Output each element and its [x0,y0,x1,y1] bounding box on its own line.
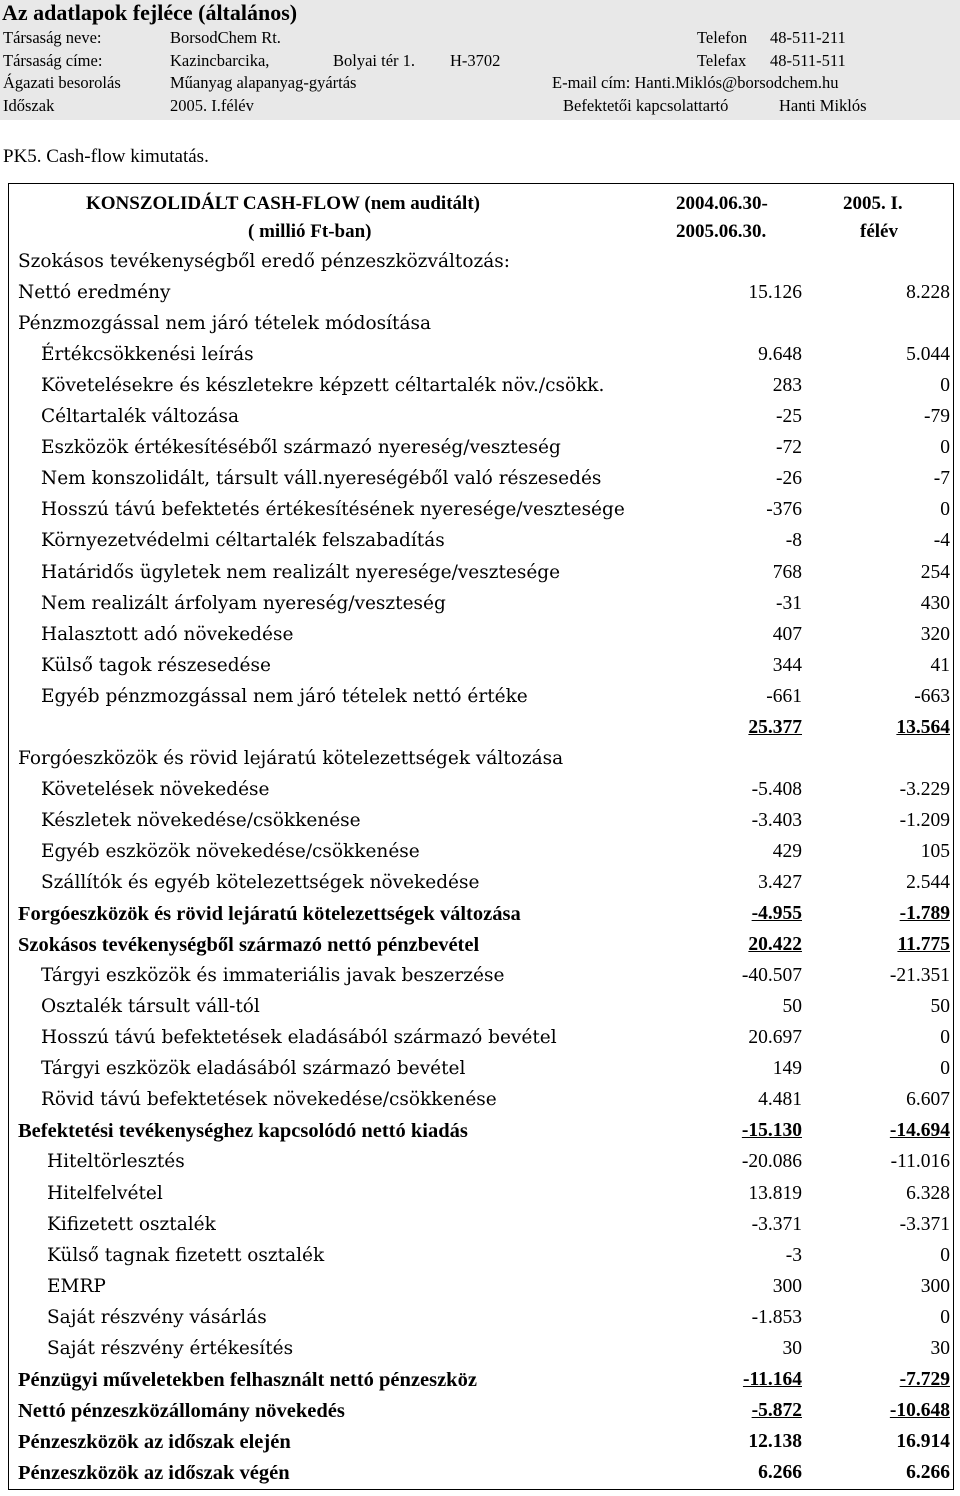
table-row [0,993,960,1024]
row-value-2004-2005: -72 [776,437,802,459]
table-row [0,1086,960,1117]
row-value-2005-h1: 30 [930,1337,950,1359]
fax-value: 48-511-511 [770,51,846,70]
row-label: Követelésekre és készletekre képzett céltartalék növ./csökk. [41,375,605,397]
table-row [0,1055,960,1086]
column-1-header-line1: 2004.06.30- [676,193,768,214]
row-value-2004-2005: -1.853 [751,1306,802,1328]
table-row [0,1273,960,1304]
row-value-2004-2005: 283 [772,375,802,397]
row-value-2005-h1: 0 [940,499,950,521]
address-label: Társaság címe: [3,51,103,70]
row-value-2004-2005: -661 [766,685,802,707]
row-value-2005-h1: 0 [940,1244,950,1266]
row-label: Követelések növekedése [41,778,270,800]
table-row [0,1335,960,1366]
row-value-2004-2005: 344 [772,654,802,676]
row-value-2004-2005: -4.955 [751,903,802,925]
row-value-2005-h1: 105 [920,840,950,862]
row-value-2005-h1: -1.209 [899,809,950,831]
table-row [0,310,960,341]
row-value-2005-h1: 50 [930,996,950,1018]
row-value-2005-h1: 8.228 [906,282,950,304]
row-label: Tárgyi eszközök eladásából származó bevétel [41,1058,466,1080]
row-label: Hiteltörlesztés [47,1151,185,1173]
row-value-2004-2005: 9.648 [758,344,802,366]
row-value-2004-2005: -376 [766,499,802,521]
row-label: EMRP [47,1275,106,1297]
row-value-2004-2005: -40.507 [741,965,802,987]
table-title-line2: ( millió Ft-ban) [248,221,372,242]
row-value-2004-2005: 4.481 [758,1089,802,1111]
row-label: Nem konszolidált, társult váll.nyereségéből való részesedés [41,468,602,490]
table-row [0,1117,960,1148]
row-value-2004-2005: -5.408 [751,778,802,800]
document-header [0,0,960,120]
table-row [0,1459,960,1490]
row-value-2005-h1: 16.914 [896,1430,950,1452]
row-value-2004-2005: 300 [772,1275,802,1297]
row-value-2004-2005: -20.086 [741,1151,802,1173]
row-value-2005-h1: -4 [933,530,950,552]
column-2-header-line2: félév [860,221,898,242]
row-label: Nettó eredmény [18,282,171,304]
row-value-2004-2005: -3.403 [751,809,802,831]
row-value-2005-h1: 0 [940,1306,950,1328]
table-row [0,527,960,558]
row-label: Környezetvédelmi céltartalék felszabadítás [41,530,445,552]
address-street: Bolyai tér 1. [333,51,416,70]
sector-label: Ágazati besorolás [3,73,121,92]
row-label: Készletek növekedése/csökkenése [41,809,361,831]
sector-value: Műanyag alapanyag-gyártás [170,73,357,92]
row-value-2005-h1: 300 [920,1275,950,1297]
row-label: Egyéb eszközök növekedése/csökkenése [41,840,420,862]
company-name: BorsodChem Rt. [170,28,281,47]
table-row [0,838,960,869]
table-row [0,279,960,310]
address-zip: H-3702 [450,51,501,70]
row-value-2005-h1: -7 [933,468,950,490]
row-label: Külső tagnak fizetett osztalék [47,1244,325,1266]
row-value-2005-h1: 430 [920,592,950,614]
period-label: Időszak [3,96,55,115]
row-value-2004-2005: -5.872 [751,1399,802,1421]
row-label: Rövid távú befektetések növekedése/csökkenése [41,1089,497,1111]
column-2-header-line1: 2005. I. [843,193,903,214]
row-value-2005-h1: 6.266 [906,1461,950,1483]
row-value-2004-2005: 12.138 [748,1430,802,1452]
row-value-2004-2005: 15.126 [748,282,802,304]
row-value-2004-2005: 3.427 [758,872,802,893]
row-value-2005-h1: -3.371 [899,1213,950,1235]
table-row [0,869,960,900]
table-row [0,683,960,714]
row-value-2005-h1: 6.328 [906,1182,950,1204]
row-value-2004-2005: -3 [785,1244,802,1266]
ir-label: Befektetői kapcsolattartó [563,96,729,115]
row-value-2004-2005: -11.164 [742,1368,802,1390]
row-label: Pénzeszközök az időszak végén [18,1461,290,1484]
table-row [0,621,960,652]
row-value-2004-2005: -15.130 [741,1120,802,1142]
row-value-2005-h1: -11.016 [890,1151,950,1173]
row-value-2005-h1: -14.694 [889,1120,950,1142]
row-label: Befektetési tevékenységhez kapcsolódó nettó kiadás [18,1120,468,1143]
row-value-2004-2005: 407 [772,623,802,645]
row-value-2005-h1: 2.544 [906,872,950,893]
table-row [0,931,960,962]
row-label: Hosszú távú befektetés értékesítésének nyeresége/vesztesége [41,499,625,521]
table-row [0,1024,960,1055]
table-row [0,1366,960,1397]
row-label: Eszközök értékesítéséből származó nyereség/veszteség [41,437,561,459]
table-row [0,590,960,621]
row-label: Szokásos tevékenységből származó nettó pénzbevétel [18,934,480,957]
table-row [0,1397,960,1428]
row-label: Nettó pénzeszközállomány növekedés [18,1399,345,1422]
row-value-2004-2005: -26 [776,468,802,490]
row-value-2005-h1: 13.564 [896,716,950,738]
table-row [0,714,960,745]
row-value-2005-h1: 0 [940,1058,950,1080]
row-value-2004-2005: 149 [772,1058,802,1080]
row-label: Határidős ügyletek nem realizált nyeresége/vesztesége [41,561,561,583]
row-value-2005-h1: 11.775 [897,934,950,956]
row-value-2004-2005: 20.422 [748,934,802,956]
row-label: Szállítók és egyéb kötelezettségek növekedése [41,872,480,893]
table-row [0,372,960,403]
row-label: Hosszú távú befektetések eladásából származó bevétel [41,1027,557,1049]
row-value-2005-h1: 6.607 [906,1089,950,1111]
row-value-2005-h1: 0 [940,375,950,397]
row-label: Külső tagok részesedése [41,654,271,676]
table-row [0,496,960,527]
row-value-2005-h1: -663 [914,685,950,707]
row-label: Forgóeszközök és rövid lejáratú kötelezettségek változása [18,747,564,769]
row-value-2004-2005: -3.371 [751,1213,802,1235]
table-row [0,559,960,590]
ir-name: Hanti Miklós [779,96,867,115]
row-label: Nem realizált árfolyam nyereség/veszteség [41,592,446,614]
table-row [0,962,960,993]
table-row [0,1428,960,1459]
row-value-2005-h1: 41 [930,654,950,676]
address-city: Kazincbarcika, [170,51,270,70]
company-name-label: Társaság neve: [3,28,102,47]
table-row [0,1211,960,1242]
table-row [0,403,960,434]
period-value: 2005. I.félév [170,96,254,115]
row-label: Pénzmozgással nem járó tételek módosítása [18,313,432,335]
table-row [0,900,960,931]
table-row [0,1304,960,1335]
fax-label: Telefax [697,51,747,70]
table-row [0,807,960,838]
row-value-2005-h1: 0 [940,1027,950,1049]
row-value-2004-2005: 768 [772,561,802,583]
row-value-2005-h1: -10.648 [889,1399,950,1421]
table-row [0,434,960,465]
header-title: Az adatlapok fejléce (általános) [2,0,298,25]
table-row [0,465,960,496]
row-value-2004-2005: -25 [776,406,802,428]
row-value-2004-2005: 30 [782,1337,802,1359]
row-value-2005-h1: -79 [924,406,950,428]
row-value-2005-h1: -7.729 [899,1368,950,1390]
column-1-header-line2: 2005.06.30. [676,221,767,242]
row-value-2004-2005: 429 [772,840,802,862]
row-value-2005-h1: 0 [940,437,950,459]
table-row [0,1242,960,1273]
email-value: E-mail cím: Hanti.Miklós@borsodchem.hu [552,73,839,92]
table-row [0,1148,960,1179]
section-title: PK5. Cash-flow kimutatás. [3,146,209,167]
table-row [0,745,960,776]
row-label: Egyéb pénzmozgással nem járó tételek nettó értéke [41,685,528,707]
table-row [0,341,960,372]
row-label: Saját részvény értékesítés [47,1337,294,1359]
row-label: Pénzügyi műveletekben felhasznált nettó pénzeszköz [18,1368,477,1391]
row-value-2004-2005: 50 [782,996,802,1018]
row-label: Értékcsökkenési leírás [41,344,254,366]
row-value-2004-2005: 13.819 [748,1182,802,1204]
row-value-2005-h1: 320 [920,623,950,645]
phone-label: Telefon [697,28,748,47]
phone-value: 48-511-211 [770,28,846,47]
table-title-line1: KONSZOLIDÁLT CASH-FLOW (nem auditált) [86,193,480,214]
row-label: Forgóeszközök és rövid lejáratú kötelezettségek változása [18,903,521,926]
row-value-2004-2005: 6.266 [758,1461,802,1483]
row-value-2005-h1: 5.044 [906,344,950,366]
row-label: Osztalék társult váll-tól [41,996,260,1018]
row-label: Céltartalék változása [41,406,240,428]
row-label: Saját részvény vásárlás [47,1306,267,1328]
table-row [0,652,960,683]
row-value-2005-h1: 254 [920,561,950,583]
table-row [0,248,960,279]
row-value-2005-h1: -3.229 [899,778,950,800]
table-row [0,1180,960,1211]
row-value-2004-2005: -8 [785,530,802,552]
row-label: Szokásos tevékenységből eredő pénzeszközváltozás: [18,251,510,272]
table-row [0,776,960,807]
row-value-2004-2005: 25.377 [748,716,802,738]
row-value-2005-h1: -1.789 [899,903,950,925]
row-label: Tárgyi eszközök és immateriális javak beszerzése [41,965,505,987]
row-label: Kifizetett osztalék [47,1213,216,1235]
row-value-2004-2005: 20.697 [748,1027,802,1049]
row-label: Halasztott adó növekedése [41,623,294,645]
row-label: Pénzeszközök az időszak elején [18,1430,291,1453]
row-value-2004-2005: -31 [776,592,802,614]
row-label: Hitelfelvétel [47,1182,163,1204]
row-value-2005-h1: -21.351 [889,965,950,987]
